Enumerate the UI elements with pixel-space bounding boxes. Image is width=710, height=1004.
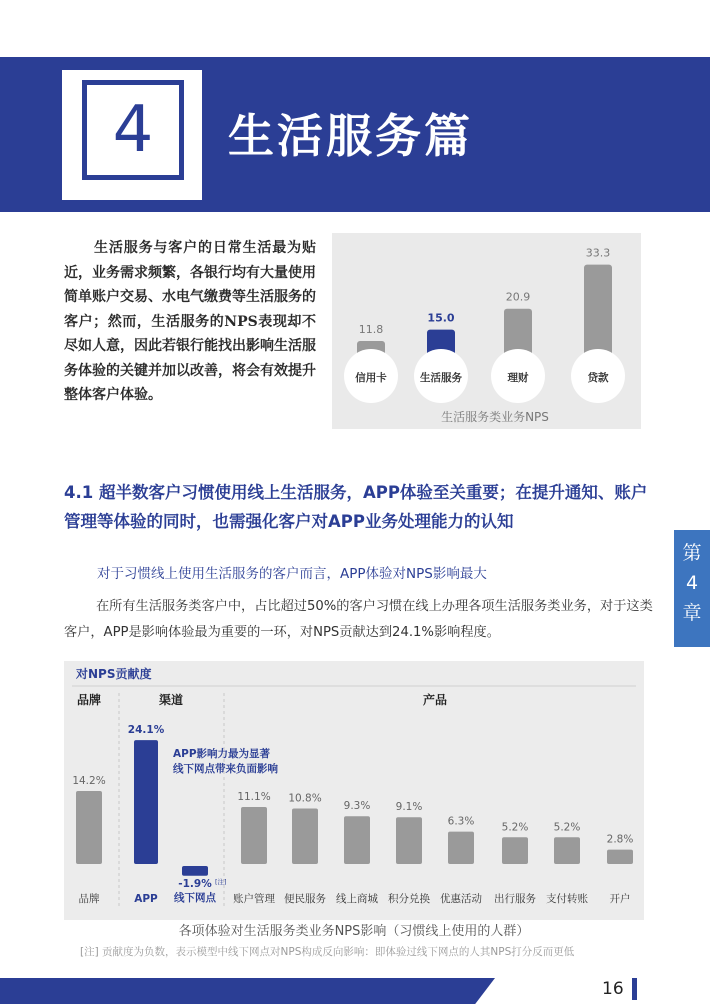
- category-label: 生活服务: [420, 372, 462, 384]
- nps-bar-chart: [332, 233, 641, 429]
- contribution-category-label: 开户: [609, 893, 631, 905]
- nps-value-label: 20.9: [505, 290, 531, 304]
- contribution-chart-title: 对NPS贡献度: [76, 667, 152, 681]
- contribution-bar: [182, 866, 208, 876]
- contribution-value-label: 5.2%: [553, 821, 581, 834]
- contribution-value-label: 14.2%: [72, 775, 106, 788]
- contribution-chart-panel: [64, 661, 644, 920]
- contribution-category-label: 账户管理: [233, 893, 275, 905]
- contribution-category-label: 品牌: [78, 893, 100, 905]
- chapter-title: 生活服务篇: [228, 109, 473, 163]
- contribution-category-label: 线下网点: [174, 892, 216, 904]
- chapter-number: 4: [112, 93, 154, 167]
- contribution-value-label: 24.1%: [127, 724, 165, 737]
- intro-paragraph: 生活服务与客户的日常生活最为贴近，业务需求频繁，各银行均有大量使用简单账户交易、水电气缴费等生活服务的客户；然而，生活服务的NPS表现却不尽如人意，因此若银行能找出影响生活服务体验的关键并加以改善，将会有效提升整体客户体验。: [64, 240, 316, 403]
- page-number: 16: [602, 979, 624, 999]
- page-number-bar: [632, 978, 637, 1000]
- section-heading: 4.1 超半数客户习惯使用线上生活服务，APP体验至关重要；在提升通知、账户管理等体验的同时，也需强化客户对APP业务处理能力的认知: [64, 483, 648, 531]
- chart-annotation: 线下网点带来负面影响: [173, 763, 278, 775]
- contribution-category-label: 积分兑换: [388, 893, 430, 905]
- group-label: 品牌: [76, 693, 102, 707]
- contribution-bar: [241, 807, 267, 864]
- contribution-category-label: 优惠活动: [440, 893, 482, 905]
- contribution-category-label: 便民服务: [284, 893, 326, 905]
- contribution-bar: [448, 832, 474, 864]
- contribution-value-label: 11.1%: [237, 790, 271, 803]
- contribution-bar: [76, 791, 102, 864]
- side-tab-line2: 4: [685, 572, 699, 594]
- category-label: 理财: [507, 372, 529, 384]
- contribution-bar: [607, 850, 633, 864]
- category-label: 贷款: [587, 372, 609, 384]
- contribution-bar: [344, 816, 370, 864]
- footer-band: [0, 978, 495, 1004]
- contribution-bar: [134, 740, 158, 864]
- category-label: 信用卡: [355, 372, 387, 384]
- note-marker: [注]: [215, 878, 227, 886]
- nps-value-label: 33.3: [585, 246, 611, 260]
- contribution-category-label: 出行服务: [494, 893, 536, 905]
- section-subheading: 对于习惯线上使用生活服务的客户而言，APP体验对NPS影响最大: [97, 566, 487, 582]
- contribution-bar: [292, 808, 318, 864]
- group-label: 渠道: [158, 693, 184, 707]
- nps-chart-panel: [332, 233, 641, 429]
- contribution-bar: [396, 817, 422, 864]
- contribution-bar-chart: [64, 661, 644, 920]
- nps-value-label: 15.0: [427, 311, 455, 325]
- contribution-value-label: 9.1%: [395, 801, 423, 814]
- section-body: 在所有生活服务类客户中，占比超过50%的客户习惯在线上办理各项生活服务类业务，对于这类客户，APP是影响体验最为重要的一环，对NPS贡献达到24.1%影响程度。: [64, 599, 653, 640]
- contribution-chart-caption: 各项体验对生活服务类业务NPS影响（习惯线上使用的人群）: [178, 924, 530, 939]
- nps-value-label: 11.8: [358, 323, 384, 337]
- contribution-value-label: 6.3%: [447, 815, 475, 828]
- nps-chart-title: 生活服务类业务NPS: [441, 410, 549, 424]
- chart-annotation: APP影响力最为显著: [173, 748, 271, 760]
- contribution-category-label: APP: [134, 893, 158, 905]
- chapter-side-tab: [674, 530, 710, 647]
- contribution-value-label: 5.2%: [501, 821, 529, 834]
- contribution-value-label: 9.3%: [343, 800, 371, 813]
- contribution-bar: [554, 837, 580, 864]
- contribution-value-label: -1.9%: [178, 878, 212, 890]
- group-label: 产品: [422, 693, 448, 707]
- side-tab-line3: 章: [682, 602, 702, 624]
- contribution-category-label: 线上商城: [336, 893, 378, 905]
- footnote: [注] 贡献度为负数，表示模型中线下网点对NPS构成反向影响：即体验过线下网点的人其NPS打分反而更低: [80, 946, 575, 958]
- contribution-bar: [502, 837, 528, 864]
- contribution-category-label: 支付转账: [546, 893, 588, 905]
- contribution-value-label: 10.8%: [288, 792, 322, 805]
- side-tab-line1: 第: [682, 542, 702, 564]
- contribution-value-label: 2.8%: [606, 833, 634, 846]
